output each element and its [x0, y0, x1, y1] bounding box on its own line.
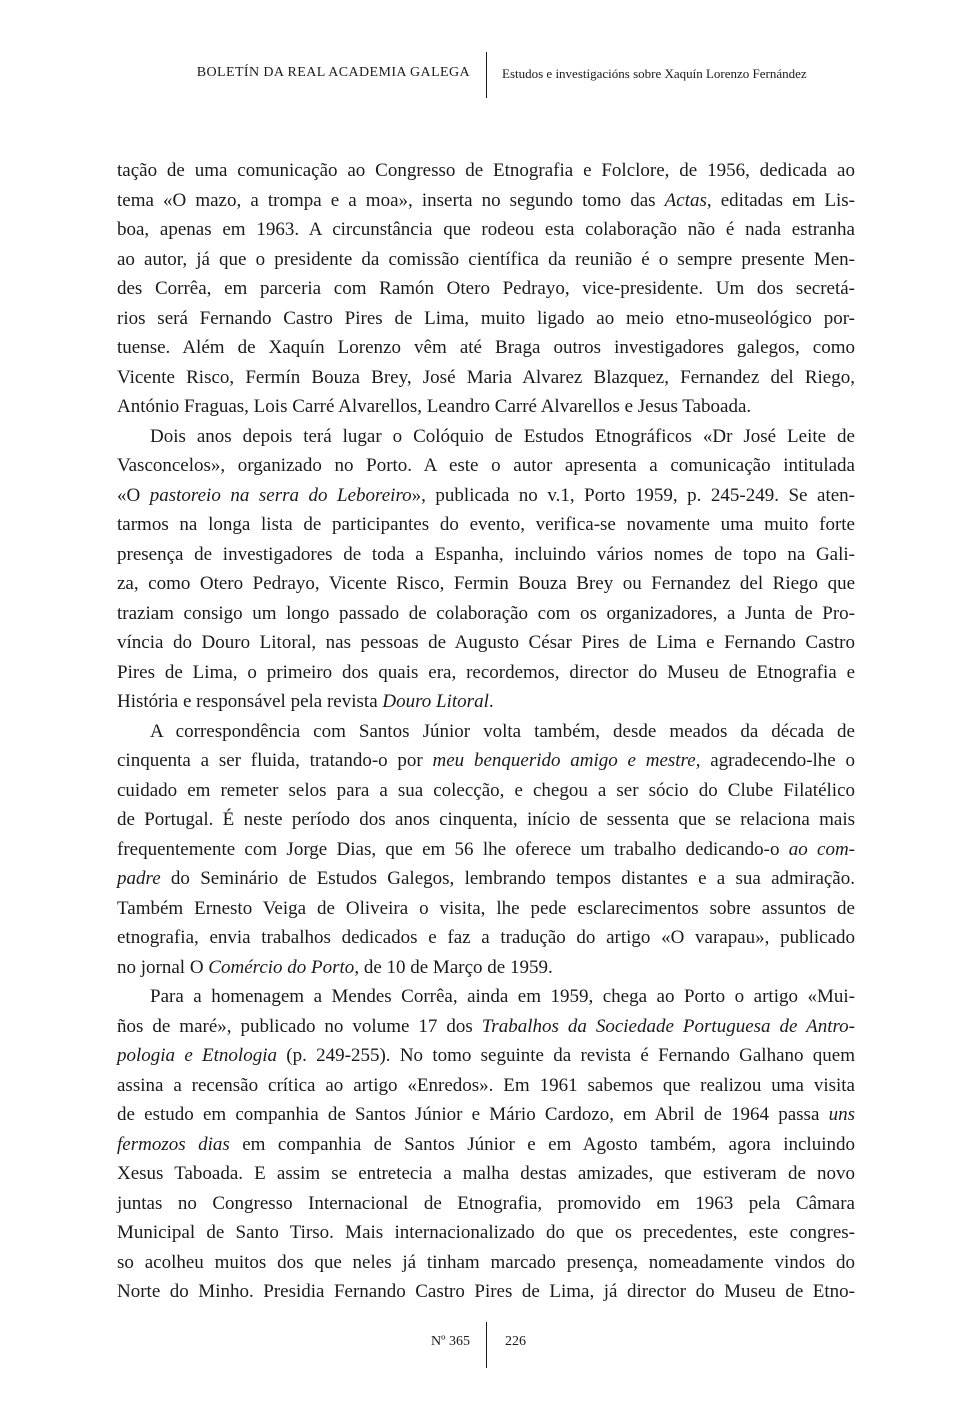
- journal-title: BOLETÍN DA REAL ACADEMIA GALEGA: [196, 65, 470, 80]
- italic-text: padre: [117, 868, 161, 889]
- paragraph-first-line: [117, 982, 855, 1012]
- text-segment: Para a homenagem a Mendes Corrêa, ainda em 1959, chega ao Porto o artigo «Mui-: [150, 986, 855, 1007]
- issue-number: Nº 365: [431, 1334, 470, 1349]
- text-line: [117, 1100, 855, 1130]
- text-segment: de Portugal. É neste período dos anos cinquenta, início de sessenta que se relaciona mais: [117, 809, 855, 830]
- text-segment: », publicada no v.1, Porto 1959, p. 245-249. Se aten-: [411, 484, 855, 506]
- text-segment: assina a recensão crítica ao artigo «Enredos». Em 1961 sabemos que realizou uma visita: [117, 1074, 855, 1096]
- text-segment: ao autor, já que o presidente da comissão científica da reunião é o sempre presente Men-: [117, 248, 855, 270]
- page-number: 226: [505, 1334, 526, 1349]
- text-segment: ños de maré», publicado no volume 17 dos: [117, 1015, 482, 1037]
- text-segment: traziam consigo um longo passado de colaboração com os organizadores, a Junta de Pro-: [117, 602, 855, 624]
- text-segment: víncia do Douro Litoral, nas pessoas de Augusto César Pires de Lima e Fernando Castro: [117, 632, 855, 653]
- text-line: [117, 1041, 855, 1071]
- text-line: [117, 245, 855, 275]
- text-segment: em companhia de Santos Júnior e em Agosto também, agora incluindo: [229, 1133, 855, 1155]
- text-line: [117, 1159, 855, 1189]
- italic-text: Trabalhos da Sociedade Portuguesa de Antro-: [481, 1015, 855, 1037]
- paragraph-first-line: [117, 717, 855, 747]
- text-line: [117, 451, 855, 481]
- text-segment: A correspondência com Santos Júnior volta também, desde meados da década de: [150, 720, 855, 742]
- text-line: [117, 923, 855, 953]
- text-segment: António Fraguas, Lois Carré Alvarellos, Leandro Carré Alvarellos e Jesus Taboada.: [117, 396, 752, 417]
- text-line: [117, 1012, 855, 1042]
- text-segment: Vicente Risco, Fermín Bouza Brey, José Maria Alvarez Blazquez, Fernandez del Riego,: [117, 366, 855, 388]
- italic-text: Douro Litoral: [382, 691, 489, 712]
- footer-divider: [486, 1322, 487, 1368]
- text-line: [117, 835, 855, 865]
- text-line: [117, 510, 855, 540]
- italic-text: meu benquerido amigo e mestre: [432, 750, 696, 771]
- text-segment: , agradecendo-lhe o: [695, 750, 856, 771]
- text-segment: tação de uma comunicação ao Congresso de Etnografia e Folclore, de 1956, dedicada ao: [117, 160, 855, 181]
- text-line: [117, 687, 855, 717]
- text-segment: Vasconcelos», organizado no Porto. A este o autor apresenta a comunicação intitulada: [117, 455, 855, 476]
- text-segment: do Seminário de Estudos Galegos, lembrando tempos distantes e a sua admiração.: [160, 868, 855, 889]
- text-line: [117, 569, 855, 599]
- text-segment: boa, apenas em 1963. A circunstância que rodeou esta colaboração não é nada estranha: [117, 219, 855, 240]
- italic-text: Actas: [664, 189, 707, 211]
- text-line: [117, 1071, 855, 1101]
- italic-text: fermozos dias: [117, 1133, 230, 1155]
- italic-text: ao com-: [788, 838, 856, 860]
- text-segment: etnografia, envia trabalhos dedicados e faz a tradução do artigo «O varapau», publicado: [117, 927, 855, 948]
- italic-text: Comércio do Porto: [208, 956, 355, 978]
- text-segment: des Corrêa, em parceria com Ramón Otero Pedrayo, vice-presidente. Um dos secretá-: [117, 278, 855, 299]
- text-line: [117, 953, 855, 983]
- paragraph-first-line: [117, 422, 855, 452]
- text-line: [117, 540, 855, 570]
- text-segment: Pires de Lima, o primeiro dos quais era, recordemos, director do Museu de Etnografia e: [117, 661, 855, 683]
- section-title: Estudos e investigacións sobre Xaquín Lorenzo Fernández: [502, 66, 807, 81]
- italic-text: uns: [828, 1104, 855, 1125]
- text-segment: presença de investigadores de toda a Espanha, incluindo vários nomes de topo na Gali-: [117, 543, 855, 565]
- text-segment: «O: [117, 484, 150, 506]
- text-segment: Xesus Taboada. E assim se entretecia a malha destas amizades, que estiveram de novo: [117, 1163, 855, 1184]
- text-segment: Municipal de Santo Tirso. Mais internacionalizado do que os precedentes, este congres-: [117, 1222, 855, 1243]
- text-line: [117, 894, 855, 924]
- text-segment: cuidado em remeter selos para a sua colecção, e chegou a ser sócio do Clube Filatélico: [117, 779, 855, 801]
- text-segment: no jornal O: [117, 956, 209, 978]
- text-line: [117, 363, 855, 393]
- text-line: [117, 186, 855, 216]
- text-segment: frequentemente com Jorge Dias, que em 56 lhe oferece um trabalho dedicando-o: [117, 838, 789, 860]
- text-segment: juntas no Congresso Internacional de Etnografia, promovido em 1963 pela Câmara: [117, 1192, 855, 1214]
- text-segment: Norte do Minho. Presidia Fernando Castro Pires de Lima, já director do Museu de Etno-: [117, 1281, 855, 1302]
- text-line: [117, 805, 855, 835]
- text-segment: tarmos na longa lista de participantes do evento, verifica-se novamente uma muito forte: [117, 514, 855, 535]
- italic-text: pologia e Etnologia: [117, 1045, 277, 1066]
- header-divider: [486, 52, 487, 98]
- text-line: [117, 658, 855, 688]
- running-footer: [0, 1322, 975, 1368]
- text-segment: tema «O mazo, a trompa e a moa», inserta no segundo tomo das: [117, 189, 665, 211]
- text-segment: za, como Otero Pedrayo, Vicente Risco, Fermin Bouza Brey ou Fernandez del Riego que: [117, 573, 855, 594]
- text-line: [117, 274, 855, 304]
- text-segment: tuense. Além de Xaquín Lorenzo vêm até Braga outros investigadores galegos, como: [117, 337, 855, 358]
- text-segment: rios será Fernando Castro Pires de Lima, muito ligado ao meio etno-museológico por-: [117, 307, 855, 329]
- text-line: [117, 392, 855, 422]
- text-line: [117, 1130, 855, 1160]
- text-line: [117, 1248, 855, 1278]
- text-line: [117, 776, 855, 806]
- text-line: [117, 864, 855, 894]
- text-line: [117, 1277, 855, 1307]
- text-segment: Dois anos depois terá lugar o Colóquio de Estudos Etnográficos «Dr José Leite de: [150, 425, 855, 447]
- text-line: [117, 599, 855, 629]
- text-segment: , editadas em Lis-: [706, 189, 855, 211]
- text-segment: Também Ernesto Veiga de Oliveira o visita, lhe pede esclarecimentos sobre assuntos de: [117, 897, 855, 919]
- text-line: [117, 746, 855, 776]
- text-segment: (p. 249-255). No tomo seguinte da revista é Fernando Galhano quem: [277, 1045, 855, 1066]
- text-segment: , de 10 de Março de 1959.: [354, 956, 553, 978]
- running-header: [0, 52, 975, 100]
- text-segment: História e responsável pela revista: [117, 691, 383, 712]
- text-line: [117, 481, 855, 511]
- text-line: [117, 333, 855, 363]
- text-line: [117, 156, 855, 186]
- text-line: [117, 215, 855, 245]
- text-segment: cinquenta a ser fluida, tratando-o por: [117, 750, 433, 771]
- text-line: [117, 1218, 855, 1248]
- text-line: [117, 628, 855, 658]
- text-line: [117, 1189, 855, 1219]
- article-body: [117, 156, 855, 1307]
- text-segment: .: [488, 691, 494, 712]
- text-segment: so acolheu muitos dos que neles já tinham marcado presença, nomeadamente vindos do: [117, 1251, 855, 1273]
- italic-text: pastoreio na serra do Leboreiro: [149, 484, 412, 506]
- text-line: [117, 304, 855, 334]
- text-segment: de estudo em companhia de Santos Júnior e Mário Cardozo, em Abril de 1964 passa: [117, 1104, 829, 1125]
